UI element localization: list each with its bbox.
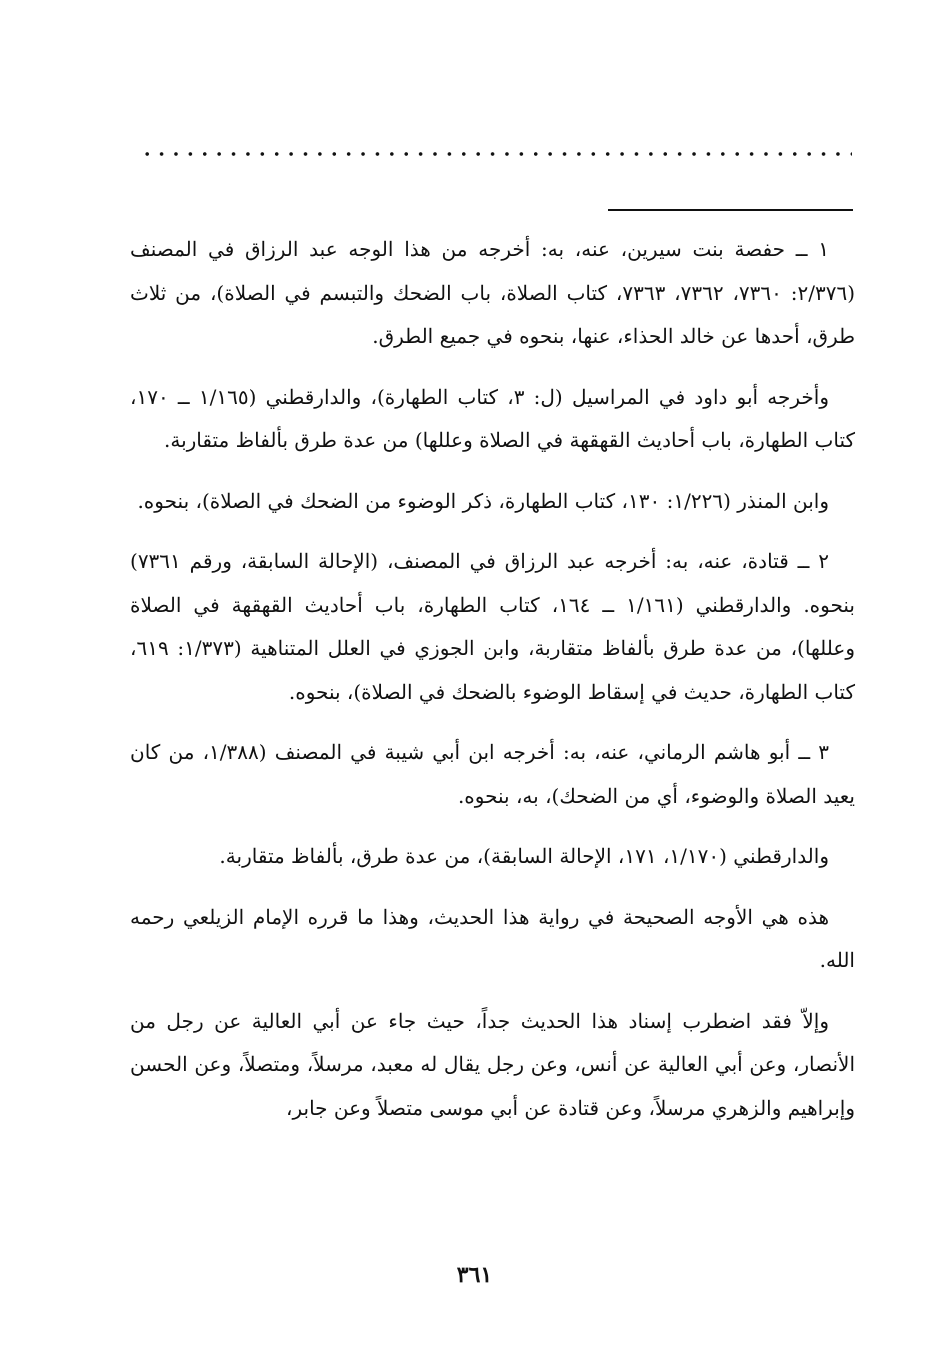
dotted-separator	[140, 148, 852, 160]
page-number: ٣٦١	[456, 1262, 493, 1288]
paragraph-8: وإلاّ فقد اضطرب إسناد هذا الحديث جداً، حيث جاء عن أبي العالية عن رجل من الأنصار، وعن أبي العالية عن أنس، وعن رجل يقال له معبد، مرسلاً، ومتصلاً، وعن الحسن وإبراهيم والزهري مرسلاً، وعن قتادة عن أبي موسى متصلاً وعن جابر،	[130, 1008, 855, 1120]
paragraph-6: والدارقطني (١/١٧٠، ١٧١، الإحالة السابقة)، من عدة طرق، بألفاظ متقاربة.	[219, 844, 829, 868]
footnote-rule	[608, 209, 853, 211]
paragraph-7: هذه هي الأوجه الصحيحة في رواية هذا الحديث، وهذا ما قرره الإمام الزيلعي رحمه الله.	[130, 904, 855, 972]
page-body	[130, 228, 855, 1147]
paragraph-5: ٣ ــ أبو هاشم الرماني، عنه، به: أخرجه ابن أبي شيبة في المصنف (١/٣٨٨، من كان يعيد الصلاة والوضوء، أي من الضحك)، به، بنحوه.	[130, 740, 855, 808]
paragraph-4: ٢ ــ قتادة، عنه، به: أخرجه عبد الرزاق في المصنف، (الإحالة السابقة، ورقم ٧٣٦١) بنحوه. والدارقطني (١/١٦١ ــ ١٦٤، كتاب الطهارة، باب أحاديث القهقهة في الصلاة وعللها)، من عدة طرق بألفاظ متقاربة، وابن الجوزي في العلل المتناهية (١/٣٧٣: ٦١٩، كتاب الطهارة، حديث في إسقاط الوضوء بالضحك في الصلاة)، بنحوه.	[130, 549, 855, 704]
paragraph-2: وأخرجه أبو داود في المراسيل (ل: ٣، كتاب الطهارة)، والدارقطني (١/١٦٥ ــ ١٧٠، كتاب الطهارة، باب أحاديث القهقهة في الصلاة وعللها) من عدة طرق بألفاظ متقاربة.	[130, 384, 855, 452]
paragraph-1: ١ ــ حفصة بنت سيرين، عنه، به: أخرجه من هذا الوجه عبد الرزاق في المصنف (٢/٣٧٦: ٧٣٦٠، ٧٣٦٢، ٧٣٦٣، كتاب الصلاة، باب الضحك والتبسم في الصلاة)، من ثلاث طرق، أحدها عن خالد الحذاء، عنها، بنحوه في جميع الطرق.	[130, 237, 856, 348]
paragraph-3: وابن المنذر (١/٢٢٦: ١٣٠، كتاب الطهارة، ذكر الوضوء من الضحك في الصلاة)، بنحوه.	[137, 488, 829, 513]
